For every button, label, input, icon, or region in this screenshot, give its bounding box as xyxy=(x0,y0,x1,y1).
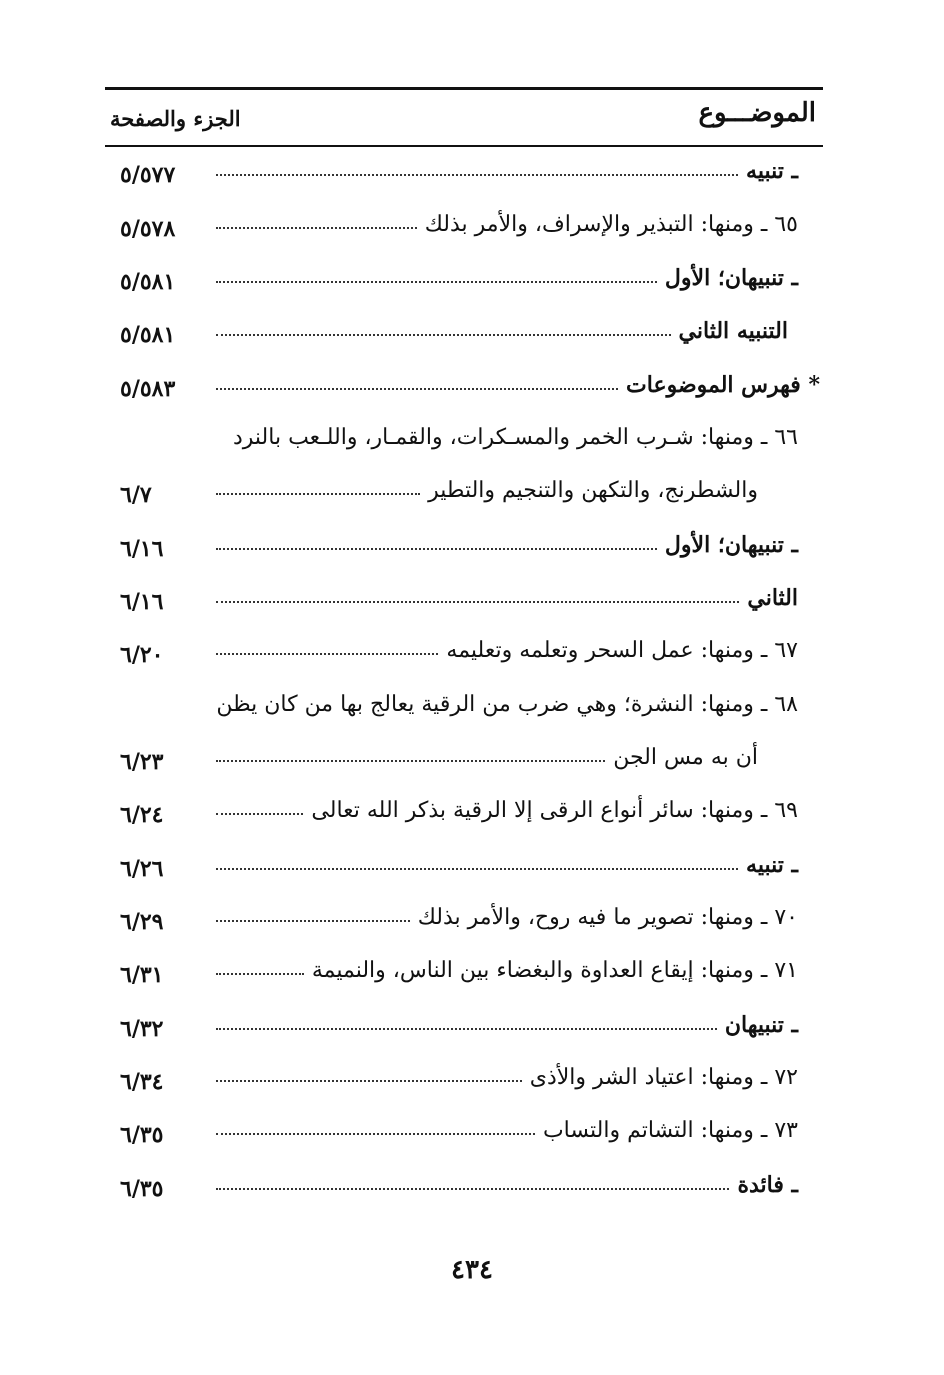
entry-title: ٧٣ ـ ومنها: التشاتم والتساب xyxy=(542,1118,798,1143)
header-top-rule xyxy=(105,87,823,90)
entry-title: ٦٦ ـ ومنها: شـرب الخمر والمسـكرات، والقمـار، واللـعب بالنرد xyxy=(232,425,798,450)
leader-dots xyxy=(216,548,657,550)
leader-dots xyxy=(216,1028,717,1030)
entry-page-ref: ٦/٣٤ xyxy=(120,1069,164,1095)
entry-page-ref: ٥/٥٨١ xyxy=(120,322,176,348)
leader-dots xyxy=(216,1080,522,1082)
topic-column-header: الموضـــوع xyxy=(698,98,816,128)
index-entry xyxy=(108,265,820,317)
entry-title: أن به مس الجن xyxy=(613,745,758,770)
leader-dots xyxy=(216,1188,729,1190)
leader-dots xyxy=(216,388,618,390)
leader-dots xyxy=(216,227,417,229)
entry-page-ref: ٦/٣١ xyxy=(120,962,164,988)
entry-page-ref: ٥/٥٨٣ xyxy=(120,376,176,402)
leader-dots xyxy=(216,868,738,870)
leader-dots xyxy=(216,334,671,336)
entry-title: ـ تنبيهان؛ الأول xyxy=(664,532,798,558)
index-entry xyxy=(108,372,820,424)
index-entry xyxy=(108,1065,820,1117)
index-entry xyxy=(108,852,820,904)
entry-title: ٦٥ ـ ومنها: التبذير والإسراف، والأمر بذلك xyxy=(424,212,798,237)
entry-title: ٧١ ـ ومنها: إيقاع العداوة والبغضاء بين الناس، والنميمة xyxy=(311,958,798,983)
index-entry xyxy=(108,1012,820,1064)
entry-title: ٧٠ ـ ومنها: تصوير ما فيه روح، والأمر بذلك xyxy=(417,905,798,930)
entry-title: ـ فائدة xyxy=(737,1172,798,1198)
index-entry xyxy=(108,638,820,690)
index-entry xyxy=(108,532,820,584)
entry-page-ref: ٦/٢٤ xyxy=(120,802,164,828)
index-entry xyxy=(108,798,820,850)
index-entry xyxy=(108,958,820,1010)
entry-page-ref: ٦/٢٠ xyxy=(120,642,164,668)
entry-page-ref: ٦/٣٢ xyxy=(120,1016,164,1042)
index-entry xyxy=(108,318,820,370)
index-entry xyxy=(108,905,820,957)
index-entry xyxy=(108,585,820,637)
entry-page-ref: ٥/٥٧٨ xyxy=(120,216,176,242)
entry-title: * فهرس الموضوعات xyxy=(626,372,820,398)
entry-page-ref: ٦/٣٥ xyxy=(120,1122,164,1148)
leader-dots xyxy=(216,973,304,975)
entry-page-ref: ٦/١٦ xyxy=(120,536,164,562)
entry-title: ـ تنبيه xyxy=(746,158,798,184)
entry-page-ref: ٦/٧ xyxy=(120,482,152,508)
entry-title: ٧٢ ـ ومنها: اعتياد الشر والأذى xyxy=(529,1065,798,1090)
index-entry xyxy=(108,692,820,744)
entry-page-ref: ٦/٢٩ xyxy=(120,909,164,935)
leader-dots xyxy=(216,760,605,762)
index-entry xyxy=(108,745,820,797)
index-entry xyxy=(108,425,820,477)
entry-title: ـ تنبيه xyxy=(746,852,798,878)
entry-title: التنبيه الثاني xyxy=(678,318,788,344)
leader-dots xyxy=(216,920,410,922)
entry-page-ref: ٦/٢٣ xyxy=(120,749,164,775)
entry-title: والشطرنج، والتكهن والتنجيم والتطير xyxy=(428,478,758,503)
entry-page-ref: ٦/٢٦ xyxy=(120,856,164,882)
part-page-column-header: الجزء والصفحة xyxy=(110,106,241,131)
leader-dots xyxy=(216,174,738,176)
index-entry xyxy=(108,158,820,210)
leader-dots xyxy=(216,813,303,815)
leader-dots xyxy=(216,653,438,655)
entry-title: ٦٨ ـ ومنها: النشرة؛ وهي ضرب من الرقية يعالج بها من كان يظن xyxy=(216,692,798,717)
entry-title: ـ تنبيهان؛ الأول xyxy=(664,265,798,291)
header-bottom-rule xyxy=(105,145,823,147)
entry-title: ـ تنبيهان xyxy=(724,1012,798,1038)
index-entry xyxy=(108,212,820,264)
entry-title: ٦٧ ـ ومنها: عمل السحر وتعلمه وتعليمه xyxy=(446,638,798,663)
leader-dots xyxy=(216,601,739,603)
entry-page-ref: ٦/٣٥ xyxy=(120,1176,164,1202)
leader-dots xyxy=(216,493,420,495)
entry-title: الثاني xyxy=(747,585,798,611)
entry-title: ٦٩ ـ ومنها: سائر أنواع الرقى إلا الرقية بذكر الله تعالى xyxy=(311,798,798,823)
entry-page-ref: ٦/١٦ xyxy=(120,589,164,615)
index-entry xyxy=(108,478,820,530)
entry-page-ref: ٥/٥٧٧ xyxy=(120,162,176,188)
index-entry xyxy=(108,1118,820,1170)
page-number: ٤٣٤ xyxy=(451,1255,493,1285)
leader-dots xyxy=(216,281,657,283)
leader-dots xyxy=(216,1133,535,1135)
index-entry xyxy=(108,1172,820,1224)
entry-page-ref: ٥/٥٨١ xyxy=(120,269,176,295)
